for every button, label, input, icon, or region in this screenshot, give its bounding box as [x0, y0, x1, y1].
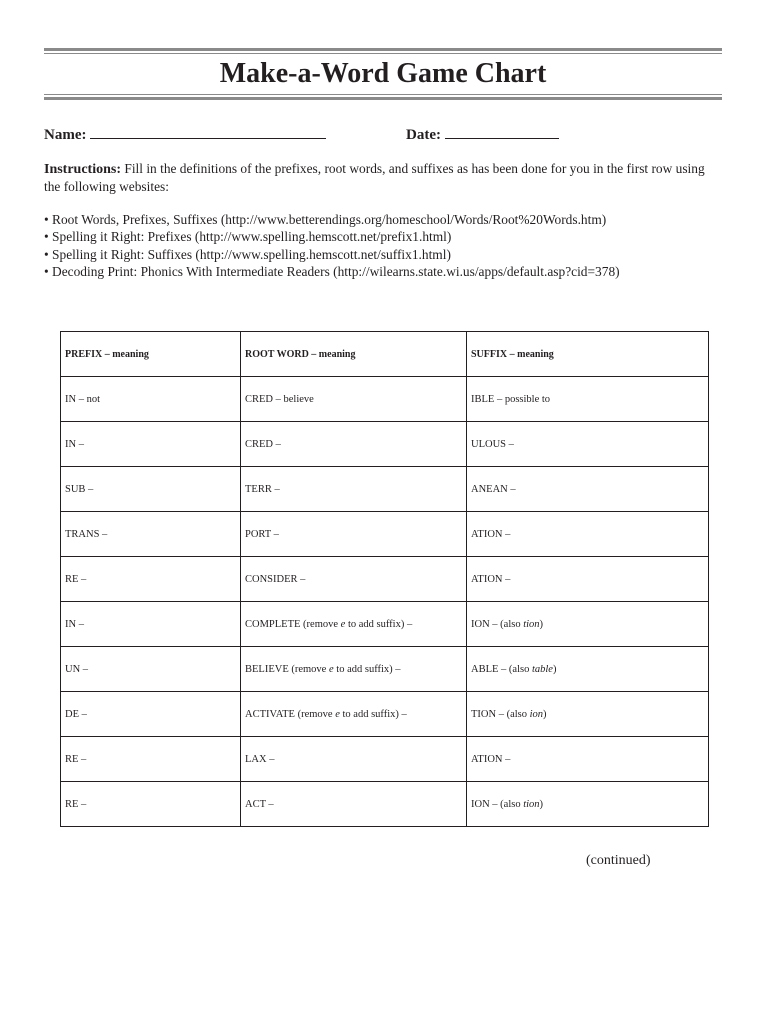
cell-text: RE –: [65, 798, 87, 810]
suffix-cell[interactable]: [467, 737, 709, 782]
table-row: [61, 512, 709, 557]
website-list-item: • Root Words, Prefixes, Suffixes (http://www.betterendings.org/homeschool/Words/Root%20Words.htm): [44, 211, 724, 228]
page-title: Make-a-Word Game Chart: [219, 58, 547, 89]
cell-text: BELIEVE (remove: [245, 663, 329, 675]
table-row: [61, 467, 709, 512]
suffix-cell[interactable]: [467, 467, 709, 512]
cell-text: CONSIDER –: [245, 573, 306, 585]
cell-text: DE –: [65, 708, 87, 720]
cell-text: IN – not: [65, 393, 100, 405]
header-root-word: ROOT WORD – meaning: [241, 332, 467, 377]
cell-text: IN –: [65, 438, 84, 450]
table-row: [61, 647, 709, 692]
root-word-cell[interactable]: [241, 467, 467, 512]
prefix-cell[interactable]: [61, 602, 241, 647]
cell-text: ): [552, 663, 557, 675]
cell-text: to add suffix) –: [333, 663, 401, 675]
website-list-item: • Spelling it Right: Prefixes (http://www.spelling.hemscott.net/prefix1.html): [44, 228, 724, 245]
suffix-cell[interactable]: [467, 692, 709, 737]
table-row: [61, 602, 709, 647]
prefix-cell[interactable]: [61, 512, 241, 557]
prefix-cell[interactable]: [61, 737, 241, 782]
italic-text: table: [531, 663, 553, 675]
cell-text: UN –: [65, 663, 89, 675]
instructions-lead: Instructions:: [44, 162, 122, 177]
name-date-row: [44, 125, 722, 147]
italic-text: tion: [523, 798, 540, 810]
prefix-cell[interactable]: [61, 647, 241, 692]
cell-text: ION – (also: [471, 618, 524, 630]
date-field[interactable]: [406, 125, 559, 144]
prefix-cell[interactable]: [61, 557, 241, 602]
date-blank-line[interactable]: [445, 125, 559, 139]
cell-text: ): [539, 618, 544, 630]
cell-text: RE –: [65, 753, 87, 765]
table-row: [61, 557, 709, 602]
cell-text: CRED –: [245, 438, 281, 450]
table-row: [61, 377, 709, 422]
suffix-cell[interactable]: [467, 782, 709, 827]
suffix-cell[interactable]: [467, 512, 709, 557]
cell-text: ACT –: [245, 798, 274, 810]
root-word-cell[interactable]: [241, 422, 467, 467]
prefix-cell[interactable]: [61, 467, 241, 512]
cell-text: ULOUS –: [471, 438, 514, 450]
cell-text: IN –: [65, 618, 84, 630]
instructions: [44, 160, 724, 195]
cell-text: PORT –: [245, 528, 279, 540]
word-chart-table: [60, 331, 709, 827]
italic-text: e: [335, 708, 340, 720]
name-label: Name:: [44, 127, 87, 143]
suffix-cell[interactable]: [467, 647, 709, 692]
italic-text: e: [328, 663, 334, 675]
suffix-cell[interactable]: [467, 377, 709, 422]
table-header-row: [61, 332, 709, 377]
suffix-cell[interactable]: [467, 602, 709, 647]
cell-text: ATION –: [471, 573, 511, 585]
cell-text: ACTIVATE (remove: [245, 708, 336, 720]
table-row: [61, 692, 709, 737]
italic-text: tion: [523, 618, 540, 630]
root-word-cell[interactable]: [241, 692, 467, 737]
cell-text: ): [539, 798, 544, 810]
website-list-item: • Decoding Print: Phonics With Intermediate Readers (http://wilearns.state.wi.us/apps/default.asp?cid=378): [44, 263, 724, 280]
cell-text: ): [543, 708, 547, 720]
cell-text: ATION –: [471, 528, 511, 540]
website-list-item: • Spelling it Right: Suffixes (http://www.spelling.hemscott.net/suffix1.html): [44, 246, 724, 263]
date-label: Date:: [406, 127, 441, 143]
root-word-cell[interactable]: [241, 647, 467, 692]
root-word-cell[interactable]: [241, 737, 467, 782]
header-prefix: PREFIX – meaning: [61, 332, 241, 377]
root-word-cell[interactable]: [241, 782, 467, 827]
name-field[interactable]: [44, 125, 326, 144]
cell-text: ABLE – (also: [471, 663, 532, 675]
title-block: [44, 48, 722, 100]
table-row: [61, 422, 709, 467]
cell-text: ION – (also: [471, 798, 524, 810]
website-list: [44, 211, 724, 280]
cell-text: COMPLETE (remove: [245, 618, 341, 630]
suffix-cell[interactable]: [467, 422, 709, 467]
suffix-cell[interactable]: [467, 557, 709, 602]
cell-text: ATION –: [471, 753, 511, 765]
italic-text: ion: [529, 708, 544, 720]
instructions-text: Fill in the definitions of the prefixes, root words, and suffixes as has been done for you in the first row using the following websites:: [44, 161, 705, 194]
root-word-cell[interactable]: [241, 602, 467, 647]
prefix-cell[interactable]: [61, 377, 241, 422]
title-rule-bottom: [44, 94, 722, 100]
continued-note: (continued): [586, 853, 651, 868]
cell-text: LAX –: [245, 753, 275, 765]
cell-text: to add suffix) –: [339, 708, 407, 720]
prefix-cell[interactable]: [61, 692, 241, 737]
cell-text: SUB –: [65, 483, 94, 495]
cell-text: TRANS –: [65, 528, 108, 540]
name-blank-line[interactable]: [90, 125, 326, 139]
italic-text: e: [340, 618, 346, 630]
table-row: [61, 782, 709, 827]
table-row: [61, 737, 709, 782]
root-word-cell[interactable]: [241, 377, 467, 422]
cell-text: TION – (also: [471, 708, 530, 720]
cell-text: to add suffix) –: [345, 618, 413, 630]
root-word-cell[interactable]: [241, 557, 467, 602]
cell-text: CRED – believe: [245, 393, 314, 405]
cell-text: TERR –: [245, 483, 280, 495]
header-suffix: SUFFIX – meaning: [467, 332, 709, 377]
root-word-cell[interactable]: [241, 512, 467, 557]
cell-text: IBLE – possible to: [471, 393, 551, 405]
cell-text: ANEAN –: [471, 483, 516, 495]
prefix-cell[interactable]: [61, 782, 241, 827]
cell-text: RE –: [65, 573, 87, 585]
prefix-cell[interactable]: [61, 422, 241, 467]
